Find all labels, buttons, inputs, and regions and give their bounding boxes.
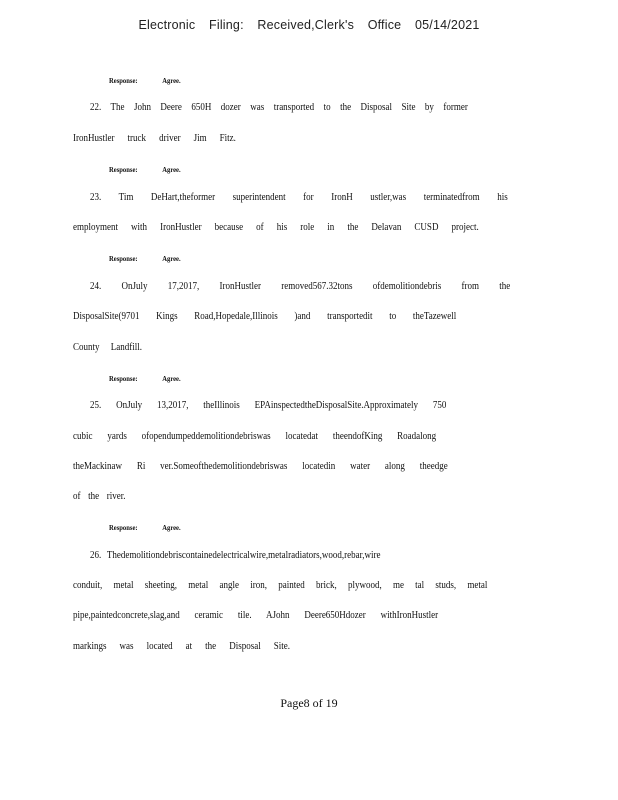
agree-label: Agree.	[162, 76, 181, 85]
response-line	[109, 374, 181, 383]
paragraph-22-line-1: 22. The John Deere 650H dozer was transported to the Disposal Site by former	[90, 102, 468, 113]
filing-header: Electronic Filing: Received,Clerk's Office 05/14/2021	[138, 18, 480, 32]
paragraph-22-line-2: IronHustler truck driver Jim Fitz.	[73, 133, 236, 144]
response-label: Response:	[109, 523, 138, 532]
paragraph-26-line-1: 26. Thedemolitiondebriscontainedelectricalwire,metalradiators,wood,rebar,wire	[90, 550, 381, 561]
paragraph-24-line-2: DisposalSite(9701 Kings Road,Hopedale,Illinois )and transportedit to theTazewell	[73, 311, 457, 322]
paragraph-25-line-4: of the river.	[73, 491, 126, 502]
paragraph-23-line-2: employment with IronHustler because of his role in the Delavan CUSD project.	[73, 222, 479, 233]
paragraph-25-line-1: 25. OnJuly 13,2017, theIllinois EPAinspectedtheDisposalSite.Approximately 750	[90, 400, 447, 411]
paragraph-23-line-1: 23. Tim DeHart,theformer superintendent for IronH ustler,was terminatedfrom his	[90, 192, 508, 203]
response-line	[109, 76, 181, 85]
response-line	[109, 165, 181, 174]
agree-label: Agree.	[162, 254, 181, 263]
paragraph-26-line-3: pipe,paintedconcrete,slag,and ceramic tile. AJohn Deere650Hdozer withIronHustler	[73, 610, 439, 621]
response-label: Response:	[109, 254, 138, 263]
response-label: Response:	[109, 374, 138, 383]
paragraph-26-line-4: markings was located at the Disposal Site.	[73, 641, 291, 652]
agree-label: Agree.	[162, 523, 181, 532]
response-line	[109, 254, 181, 263]
paragraph-25-line-2: cubic yards ofopendumpeddemolitiondebriswas locatedat theendofKing Roadalong	[73, 431, 437, 442]
agree-label: Agree.	[162, 165, 181, 174]
paragraph-24-line-3: County Landfill.	[73, 342, 143, 353]
agree-label: Agree.	[162, 374, 181, 383]
paragraph-24-line-1: 24. OnJuly 17,2017, IronHustler removed567.32tons ofdemolitiondebris from the	[90, 281, 511, 292]
response-line	[109, 523, 181, 532]
response-label: Response:	[109, 165, 138, 174]
response-label: Response:	[109, 76, 138, 85]
paragraph-26-line-2: conduit, metal sheeting, metal angle iron, painted brick, plywood, me tal studs, metal	[73, 580, 488, 591]
page-number: Page8 of 19	[280, 696, 338, 710]
paragraph-25-line-3: theMackinaw Ri ver.Someofthedemolitiondebriswas locatedin water along theedge	[73, 461, 448, 472]
